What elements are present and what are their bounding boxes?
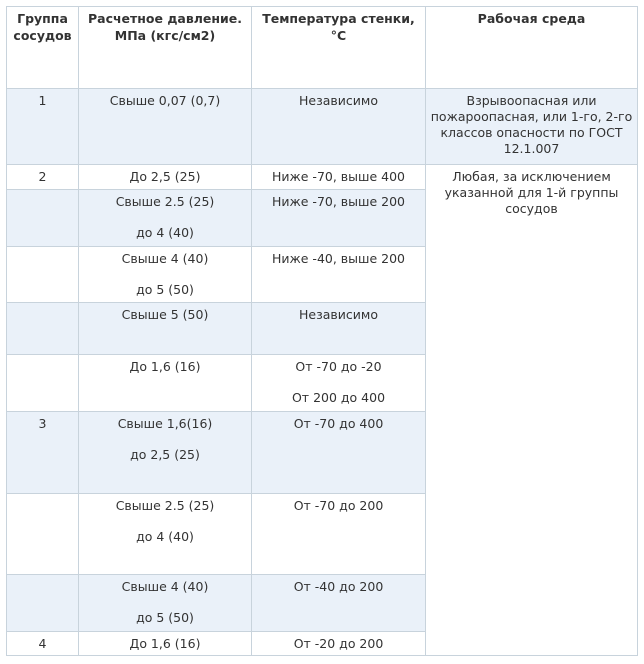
pressure-value: Свыше 2.5 (25) bbox=[115, 498, 215, 513]
temperature-value: От 200 до 400 bbox=[291, 390, 386, 405]
temperature-cell bbox=[252, 247, 426, 303]
group-cell bbox=[7, 494, 79, 575]
pressure-value: Свыше 2.5 (25) bbox=[115, 194, 215, 209]
pressure-cell bbox=[79, 575, 252, 632]
temperature-value: От -20 до 200 bbox=[293, 636, 384, 651]
vessel-groups-table bbox=[6, 6, 638, 656]
pressure-value: До 2,5 (25) bbox=[129, 169, 201, 184]
header-wall-temperature: Температура стенки, °С bbox=[252, 7, 426, 89]
temperature-value: От -70 до 400 bbox=[293, 416, 384, 431]
temperature-cell bbox=[252, 303, 426, 355]
header-design-pressure: Расчетное давление. МПа (кгс/см2) bbox=[79, 7, 252, 89]
temperature-value: Ниже -70, выше 200 bbox=[271, 194, 405, 209]
pressure-value: Свыше 0,07 (0,7) bbox=[109, 93, 221, 108]
pressure-cell bbox=[79, 632, 252, 656]
table-row bbox=[7, 89, 638, 165]
temperature-value: Независимо bbox=[299, 307, 378, 322]
pressure-value: Свыше 1,6(16) bbox=[117, 416, 213, 431]
pressure-value: Свыше 4 (40) bbox=[121, 251, 209, 266]
pressure-value: до 5 (50) bbox=[136, 610, 194, 625]
temperature-value: Ниже -40, выше 200 bbox=[271, 251, 405, 266]
pressure-value: До 1,6 (16) bbox=[129, 636, 201, 651]
group-cell: 3 bbox=[7, 412, 79, 494]
temperature-cell bbox=[252, 412, 426, 494]
pressure-value: Свыше 4 (40) bbox=[121, 579, 209, 594]
group-cell: 4 bbox=[7, 632, 79, 656]
temperature-cell bbox=[252, 632, 426, 656]
header-vessel-group: Группа сосудов bbox=[7, 7, 79, 89]
pressure-value: до 2,5 (25) bbox=[130, 447, 200, 462]
temperature-cell bbox=[252, 494, 426, 575]
group-cell: 1 bbox=[7, 89, 79, 165]
temperature-cell bbox=[252, 575, 426, 632]
group-cell bbox=[7, 190, 79, 247]
pressure-cell bbox=[79, 190, 252, 247]
temperature-value: От -40 до 200 bbox=[293, 579, 384, 594]
header-working-medium: Рабочая среда bbox=[426, 7, 638, 89]
temperature-cell bbox=[252, 165, 426, 190]
temperature-cell bbox=[252, 355, 426, 412]
pressure-value: до 4 (40) bbox=[136, 529, 194, 544]
medium-cell: Взрывоопасная или пожароопасная, или 1-го, 2-го классов опасности по ГОСТ 12.1.007 bbox=[426, 89, 638, 165]
group-cell: 2 bbox=[7, 165, 79, 190]
group-cell bbox=[7, 575, 79, 632]
temperature-cell bbox=[252, 89, 426, 165]
medium-cell: Любая, за исключением указанной для 1-й группы сосудов bbox=[426, 165, 638, 656]
pressure-cell bbox=[79, 494, 252, 575]
pressure-cell bbox=[79, 355, 252, 412]
pressure-cell bbox=[79, 165, 252, 190]
pressure-cell bbox=[79, 412, 252, 494]
temperature-value: Независимо bbox=[299, 93, 378, 108]
pressure-cell bbox=[79, 89, 252, 165]
table-header-row bbox=[7, 7, 638, 89]
pressure-value: Свыше 5 (50) bbox=[121, 307, 209, 322]
temperature-value: От -70 до -20 bbox=[295, 359, 382, 374]
temperature-cell bbox=[252, 190, 426, 247]
group-cell bbox=[7, 247, 79, 303]
pressure-cell bbox=[79, 303, 252, 355]
group-cell bbox=[7, 355, 79, 412]
pressure-value: До 1,6 (16) bbox=[129, 359, 201, 374]
table-row bbox=[7, 165, 638, 190]
pressure-value: до 5 (50) bbox=[136, 282, 194, 297]
pressure-value: до 4 (40) bbox=[136, 225, 194, 240]
temperature-value: Ниже -70, выше 400 bbox=[271, 169, 405, 184]
pressure-cell bbox=[79, 247, 252, 303]
temperature-value: От -70 до 200 bbox=[293, 498, 384, 513]
group-cell bbox=[7, 303, 79, 355]
